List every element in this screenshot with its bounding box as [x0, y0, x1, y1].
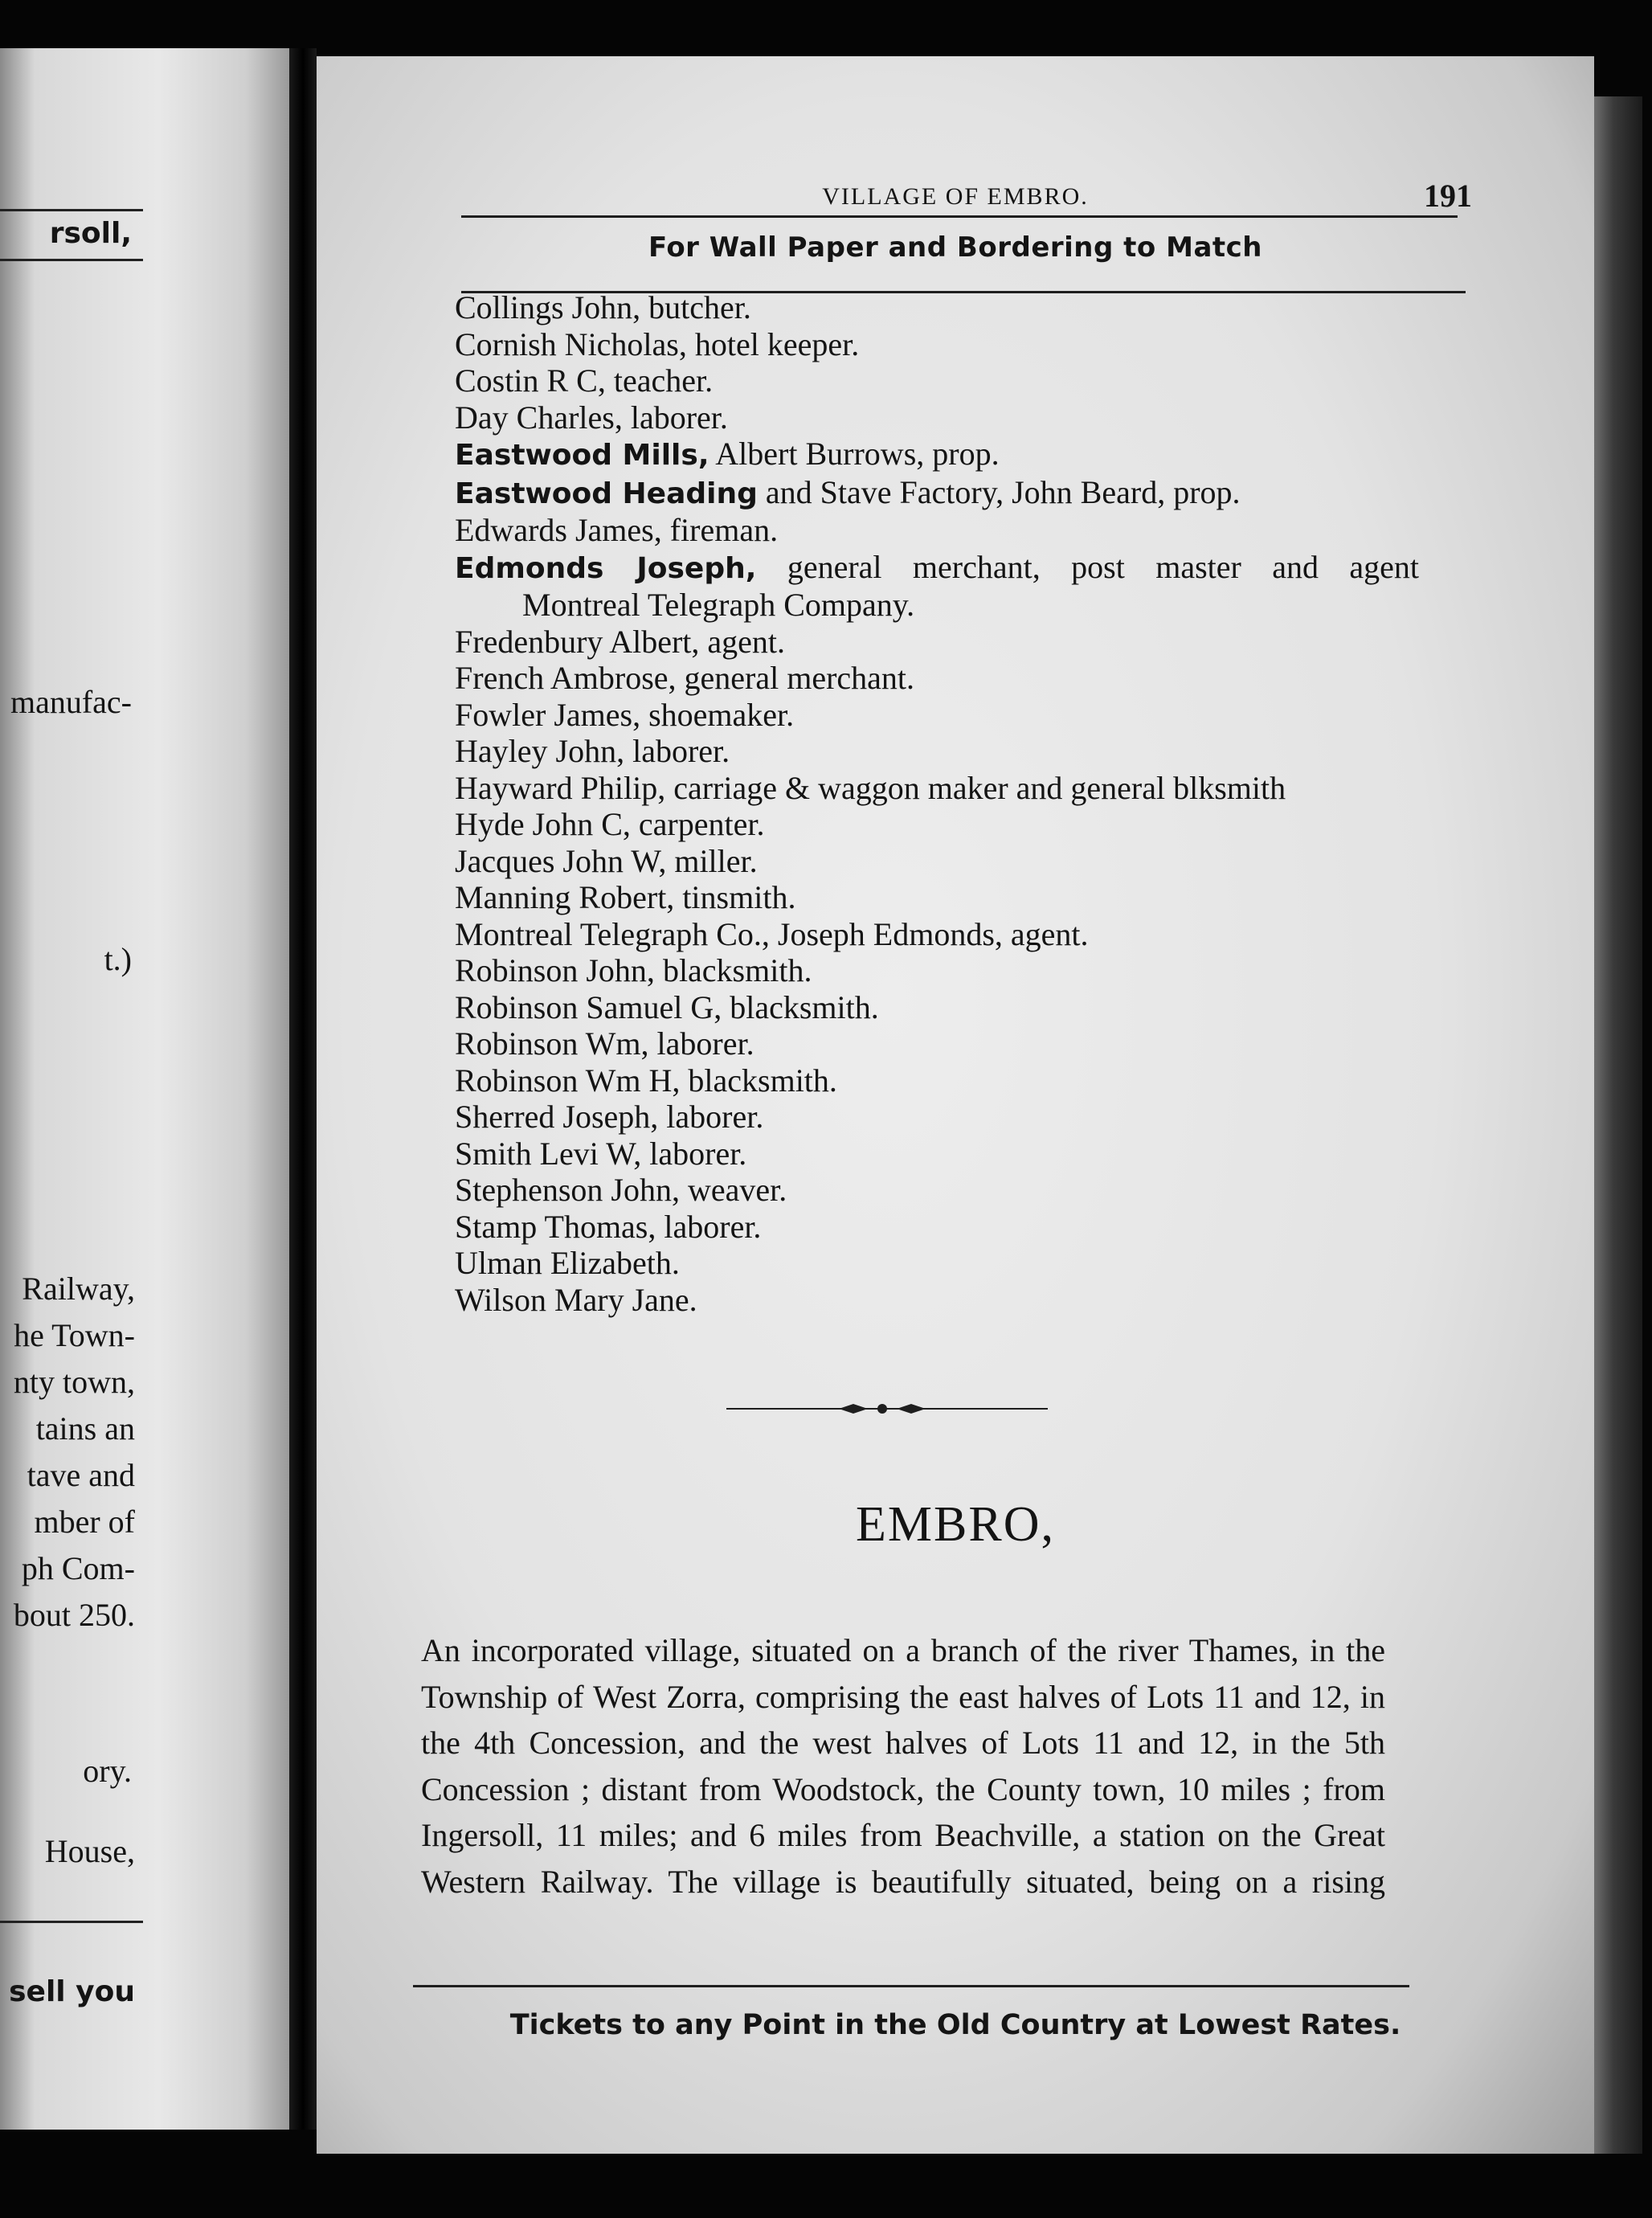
- entry-detail: Montreal Telegraph Company.: [522, 587, 915, 623]
- directory-entry: [455, 697, 1403, 734]
- entry-name: Robinson Samuel G,: [455, 988, 722, 1025]
- directory-entry: [455, 1136, 1403, 1172]
- directory-entry: [455, 770, 1403, 807]
- entry-name: Eastwood Mills,: [455, 439, 709, 472]
- entry-detail: carriage & waggon maker and general blksmith: [665, 769, 1286, 806]
- left-fragment-11: bout 250.: [13, 1597, 135, 1633]
- left-fragment-14: sell you: [9, 1975, 135, 2008]
- directory-entry: [455, 733, 1403, 770]
- entry-name: Robinson Wm H,: [455, 1062, 681, 1099]
- entry-name: Jacques John W,: [455, 842, 667, 879]
- page-number: 191: [1424, 178, 1472, 214]
- left-fragment-10: ph Com-: [21, 1550, 135, 1586]
- directory-entry: [455, 474, 1403, 513]
- entry-detail: laborer.: [656, 1208, 762, 1245]
- entry-name: Edwards James,: [455, 512, 662, 548]
- directory-entry: [455, 952, 1403, 989]
- directory-entry: [455, 1209, 1403, 1246]
- entry-detail: weaver.: [680, 1172, 787, 1208]
- directory-entry-continuation: [455, 587, 1403, 624]
- entry-detail: laborer.: [624, 733, 730, 769]
- entry-detail: laborer.: [648, 1025, 754, 1062]
- entry-detail: miller.: [666, 842, 758, 879]
- entry-detail: teacher.: [605, 362, 714, 399]
- entry-name: Smith Levi W,: [455, 1135, 642, 1172]
- previous-page-strip: [0, 48, 289, 2130]
- header-rule-top: [461, 215, 1458, 218]
- entry-name: Robinson John,: [455, 952, 655, 988]
- entry-name: Costin R C,: [455, 362, 606, 399]
- entry-detail: butcher.: [640, 289, 751, 325]
- left-fragment-1: rsoll,: [49, 217, 132, 250]
- entry-name: Hayward Philip,: [455, 769, 666, 806]
- entry-detail: Albert Burrows, prop.: [709, 436, 1000, 472]
- directory-entry: [455, 436, 1403, 474]
- left-fragment-2: manufac-: [10, 684, 132, 720]
- directory-entry: [455, 1172, 1403, 1209]
- entry-detail: hotel keeper.: [686, 325, 860, 362]
- entry-detail: general merchant, post master and agent: [756, 548, 1419, 585]
- footer-rule: [413, 1985, 1409, 1987]
- directory-entry: [455, 916, 1403, 953]
- entry-detail: blacksmith.: [722, 988, 879, 1025]
- entry-name: Ulman Elizabeth.: [455, 1245, 680, 1281]
- entry-detail: tinsmith.: [674, 879, 796, 915]
- directory-list: [455, 289, 1419, 1318]
- directory-entry: [455, 1245, 1403, 1282]
- entry-detail: Joseph Edmonds, agent.: [769, 915, 1089, 952]
- left-fragment-3: t.): [104, 941, 132, 977]
- entry-detail: and Stave Factory, John Beard, prop.: [757, 473, 1241, 510]
- directory-entry: [455, 512, 1403, 549]
- directory-entry: [455, 843, 1403, 880]
- left-fragment-5: he Town-: [14, 1317, 135, 1353]
- entry-name: French Ambrose,: [455, 660, 677, 696]
- section-title: EMBRO,: [856, 1497, 1055, 1552]
- directory-entry: [455, 362, 1403, 399]
- left-fragment-7: tains an: [35, 1410, 135, 1447]
- entry-detail: blacksmith.: [654, 952, 812, 988]
- directory-entry: [455, 549, 1419, 587]
- entry-detail: fireman.: [661, 512, 779, 548]
- directory-entry: [455, 806, 1403, 843]
- page-edge-shadow: [1594, 96, 1642, 2154]
- left-fragment-6: nty town,: [13, 1364, 135, 1400]
- entry-detail: laborer.: [622, 399, 728, 436]
- directory-entry: [455, 879, 1403, 916]
- directory-entry: [455, 1099, 1403, 1136]
- entry-name: Day Charles,: [455, 399, 623, 436]
- left-rule-top: [0, 209, 143, 211]
- book-gutter: [289, 48, 317, 2130]
- directory-entry: [455, 326, 1403, 363]
- entry-detail: laborer.: [658, 1099, 764, 1135]
- entry-detail: agent.: [699, 623, 785, 660]
- village-description: An incorporated village, situated on a branch of the river Thames, in the Township of West Zorra, comprising the east halves of Lots 11 and 12, in the 4th Concession, and the west halves of Lots 11 and 12, in the 5th Concession ; distant from Woodstock, the County town, 10 miles ; from Ingersoll, 11 miles; and 6 miles from Beachville, a station on the Great Western Railway. The village is beautifully situated, being on a rising: [421, 1632, 1385, 1900]
- left-rule-bottom: [0, 1921, 143, 1923]
- left-fragment-8: tave and: [27, 1457, 135, 1493]
- entry-name: Manning Robert,: [455, 879, 675, 915]
- entry-name: Hyde John C,: [455, 806, 631, 842]
- entry-detail: blacksmith.: [680, 1062, 837, 1099]
- entry-detail: carpenter.: [630, 806, 765, 842]
- entry-name: Edmonds Joseph,: [455, 551, 757, 585]
- left-rule-top-2: [0, 259, 143, 261]
- entry-name: Collings John,: [455, 289, 641, 325]
- left-fragment-4: Railway,: [22, 1271, 135, 1307]
- directory-entry: [455, 1025, 1403, 1062]
- ornament-divider: [726, 1397, 1048, 1421]
- left-fragment-12: ory.: [83, 1753, 132, 1789]
- entry-name: Fredenbury Albert,: [455, 623, 700, 660]
- entry-name: Stephenson John,: [455, 1172, 680, 1208]
- entry-detail: laborer.: [641, 1135, 747, 1172]
- directory-entry: [455, 1062, 1403, 1099]
- directory-entry: [455, 660, 1403, 697]
- left-fragment-9: mber of: [34, 1504, 135, 1540]
- directory-entry: [455, 399, 1403, 436]
- entry-name: Hayley John,: [455, 733, 625, 769]
- entry-name: Robinson Wm,: [455, 1025, 649, 1062]
- entry-name: Cornish Nicholas,: [455, 325, 687, 362]
- entry-detail: general merchant.: [676, 660, 915, 696]
- directory-entry: [455, 1282, 1403, 1319]
- entry-detail: shoemaker.: [640, 696, 795, 733]
- main-page: [317, 56, 1594, 2154]
- entry-name: Stamp Thomas,: [455, 1208, 656, 1245]
- entry-name: Montreal Telegraph Co.,: [455, 915, 770, 952]
- directory-entry: [455, 989, 1403, 1026]
- entry-name: Eastwood Heading: [455, 477, 758, 510]
- advert-banner-bottom: Tickets to any Point in the Old Country at Lowest Rates.: [509, 2009, 1401, 2041]
- advert-banner-top: For Wall Paper and Bordering to Match: [648, 231, 1263, 264]
- directory-entry: [455, 624, 1403, 661]
- entry-name: Wilson Mary Jane.: [455, 1281, 697, 1318]
- entry-name: Fowler James,: [455, 696, 641, 733]
- directory-entry: [455, 289, 1403, 326]
- entry-name: Sherred Joseph,: [455, 1099, 659, 1135]
- left-fragment-13: House,: [44, 1833, 135, 1869]
- running-head: VILLAGE OF EMBRO.: [822, 183, 1089, 210]
